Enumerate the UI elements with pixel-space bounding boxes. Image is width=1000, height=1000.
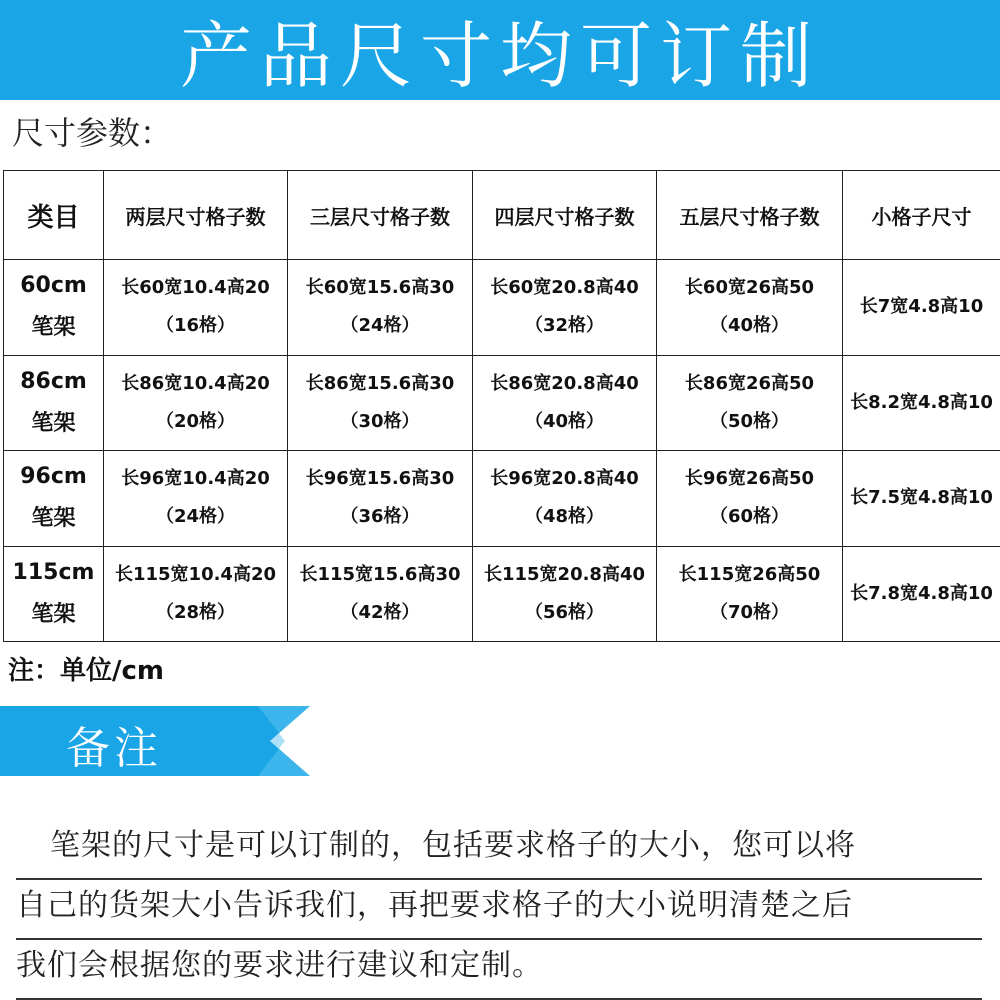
table-cell — [657, 260, 843, 356]
table-cell — [473, 451, 657, 547]
remark-title: 备注 — [66, 723, 162, 774]
section-label: 尺寸参数： — [12, 114, 173, 152]
table-cell — [657, 451, 843, 547]
remark-paragraph — [16, 820, 982, 1000]
category-name: 笔架 — [31, 601, 76, 627]
cell-count: （42格） — [340, 601, 420, 623]
cell-count: （36格） — [340, 506, 420, 528]
title-banner — [0, 0, 1000, 100]
cell-count: （70格） — [709, 601, 790, 623]
header-category: 类目 — [4, 171, 104, 260]
small-cell-size: 长7宽4.8高10 — [843, 260, 1000, 356]
cell-count: （60格） — [709, 506, 790, 528]
table-row — [4, 260, 1000, 356]
category-size: 60cm — [20, 273, 87, 299]
small-cell-size: 长7.5宽4.8高10 — [843, 451, 1000, 547]
paragraph-line: 我们会根据您的要求进行建议和定制。 — [16, 940, 982, 1000]
table-cell — [657, 546, 843, 642]
cell-count: （50格） — [709, 410, 790, 432]
category-size: 115cm — [12, 559, 95, 585]
cell-dimensions: 长96宽26高50 — [684, 468, 815, 490]
cell-count: （16格） — [155, 315, 236, 337]
cell-dimensions: 长115宽15.6高30 — [299, 563, 461, 585]
unit-note: 注：单位/cm — [8, 656, 165, 686]
header-three-layer: 三层尺寸格子数 — [288, 171, 473, 260]
table-cell — [104, 355, 288, 451]
table-cell — [473, 546, 657, 642]
row-category — [4, 451, 104, 547]
cell-dimensions: 长86宽20.8高40 — [490, 372, 639, 394]
cell-dimensions: 长60宽15.6高30 — [305, 277, 455, 299]
small-cell-size: 长7.8宽4.8高10 — [843, 546, 1000, 642]
category-size: 86cm — [20, 368, 87, 394]
cell-count: （40格） — [709, 315, 790, 337]
table-row — [4, 355, 1000, 451]
cell-dimensions: 长115宽20.8高40 — [483, 563, 646, 585]
cell-dimensions: 长60宽10.4高20 — [121, 277, 270, 299]
cell-dimensions: 长96宽20.8高40 — [490, 468, 639, 490]
cell-dimensions: 长60宽20.8高40 — [490, 277, 639, 299]
cell-dimensions: 长60宽26高50 — [684, 277, 815, 299]
table-cell — [104, 451, 288, 547]
table-row — [4, 546, 1000, 642]
table-cell — [288, 355, 473, 451]
cell-count: （20格） — [155, 410, 236, 432]
cell-count: （40格） — [524, 410, 605, 432]
table-cell — [288, 260, 473, 356]
cell-count: （24格） — [340, 315, 420, 337]
small-cell-size: 长8.2宽4.8高10 — [843, 355, 1000, 451]
cell-count: （48格） — [524, 506, 605, 528]
category-name: 笔架 — [31, 315, 76, 341]
row-category — [4, 355, 104, 451]
table-cell — [288, 546, 473, 642]
cell-dimensions: 长115宽10.4高20 — [114, 563, 277, 585]
cell-count: （30格） — [340, 410, 420, 432]
cell-count: （28格） — [155, 601, 236, 623]
size-spec-table — [3, 170, 1000, 642]
cell-dimensions: 长96宽10.4高20 — [121, 468, 270, 490]
row-category — [4, 260, 104, 356]
table-header-row — [4, 171, 1000, 260]
cell-dimensions: 长96宽15.6高30 — [305, 468, 455, 490]
paragraph-line — [16, 820, 982, 880]
table-cell — [473, 355, 657, 451]
cell-dimensions: 长115宽26高50 — [678, 563, 821, 585]
table-cell — [104, 260, 288, 356]
table-cell — [288, 451, 473, 547]
cell-count: （32格） — [524, 315, 605, 337]
cell-dimensions: 长86宽15.6高30 — [305, 372, 455, 394]
table-cell — [104, 546, 288, 642]
category-name: 笔架 — [31, 506, 76, 532]
table-cell — [657, 355, 843, 451]
cell-count: （56格） — [524, 601, 605, 623]
header-five-layer: 五层尺寸格子数 — [657, 171, 843, 260]
category-name: 笔架 — [31, 410, 76, 436]
cell-count: （24格） — [155, 506, 236, 528]
cell-dimensions: 长86宽26高50 — [684, 372, 815, 394]
banner-title: 产品尺寸均可订制 — [179, 14, 820, 98]
table-cell — [473, 260, 657, 356]
header-four-layer: 四层尺寸格子数 — [473, 171, 657, 260]
cell-dimensions: 长86宽10.4高20 — [121, 372, 270, 394]
category-size: 96cm — [20, 464, 87, 490]
paragraph-text: 笔架的尺寸是可以订制的，包括要求格子的大小，您可以将 — [50, 828, 856, 863]
header-small-cell: 小格子尺寸 — [843, 171, 1000, 260]
paragraph-line: 自己的货架大小告诉我们，再把要求格子的大小说明清楚之后 — [16, 880, 982, 940]
table-row — [4, 451, 1000, 547]
row-category — [4, 546, 104, 642]
header-two-layer: 两层尺寸格子数 — [104, 171, 288, 260]
